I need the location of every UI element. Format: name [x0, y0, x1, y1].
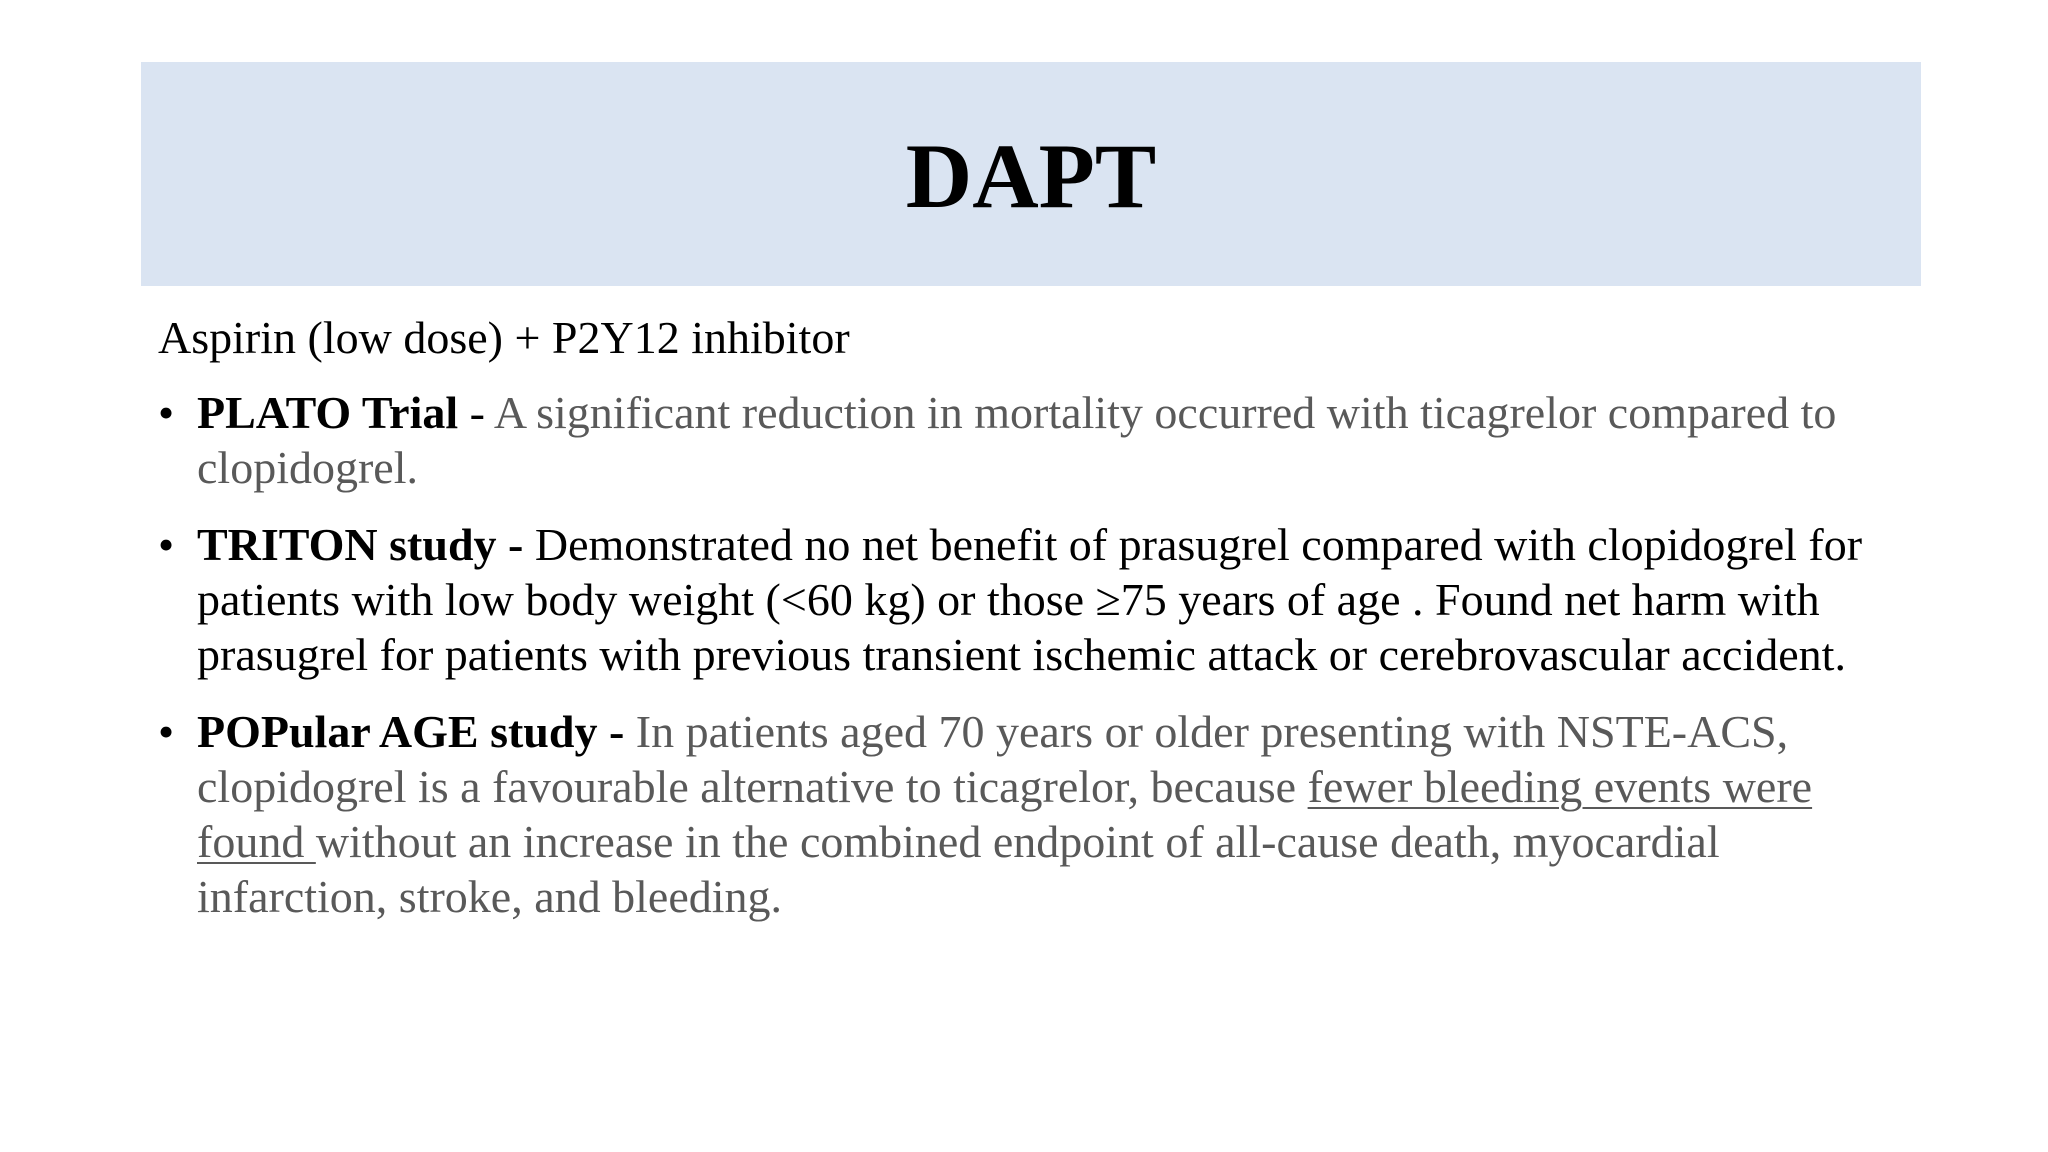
bullet-separator: [523, 519, 535, 570]
bullet-icon: •: [158, 706, 175, 757]
bullet-icon: •: [158, 519, 175, 570]
bullet-item-triton: [158, 517, 1908, 682]
bullet-text-continued: without an increase in the combined endpoint of all-cause death, myocardial infarction, stroke, and bleeding.: [197, 816, 1720, 922]
bullet-lead: PLATO Trial: [197, 387, 459, 438]
bullet-text: A significant reduction in mortality occurred with ticagrelor compared to clopidogrel.: [197, 387, 1837, 493]
bullet-lead: TRITON study -: [197, 519, 524, 570]
bullet-text: In patients aged 70 years or older presenting with NSTE-ACS, clopidogrel is a favourable alternative to ticagrelor, because: [197, 706, 1789, 812]
bullet-item-popular-age: [158, 704, 1908, 924]
slide-title: DAPT: [905, 125, 1157, 227]
bullet-lead: POPular AGE study -: [197, 706, 625, 757]
underlined-text: fewer bleeding events were found: [197, 761, 1813, 867]
title-band: [141, 62, 1921, 286]
slide-content: [158, 310, 1908, 946]
bullet-item-plato: [158, 385, 1908, 495]
intro-line: Aspirin (low dose) + P2Y12 inhibitor: [158, 312, 850, 363]
bullet-list: [158, 385, 1908, 924]
bullet-icon: •: [158, 387, 175, 438]
bullet-separator: -: [458, 387, 494, 438]
bullet-text: Demonstrated no net benefit of prasugrel compared with clopidogrel for patients with low body weight (<60 kg) or those ≥75 years of age . Found net harm with prasugrel for patients with previous transient ischemic attack or cerebrovascular accident.: [197, 519, 1863, 680]
bullet-separator: [624, 706, 636, 757]
